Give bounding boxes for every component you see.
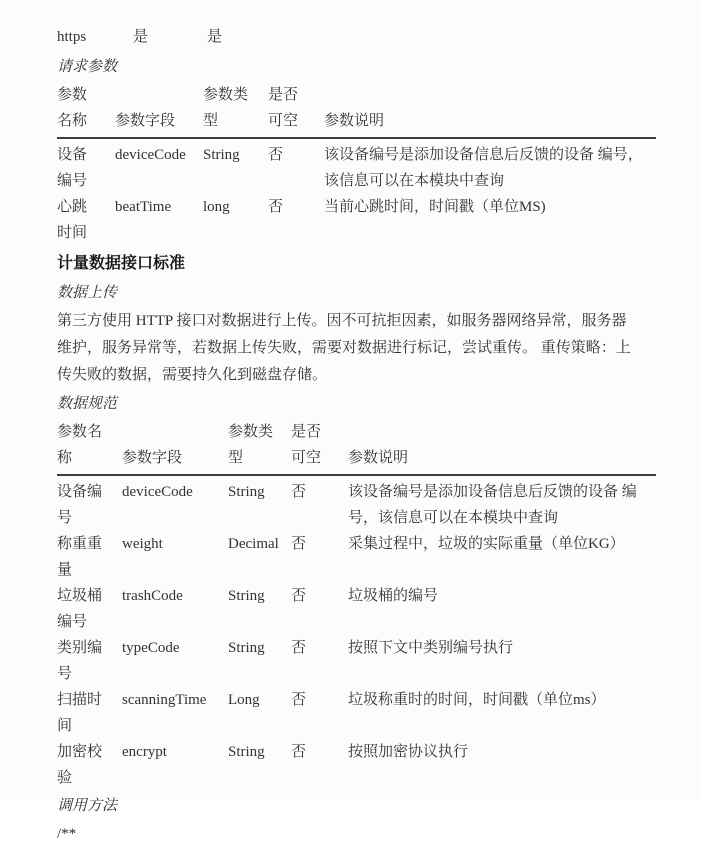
table-row bbox=[57, 479, 656, 531]
param-field-cell: beatTime bbox=[115, 199, 172, 215]
param-nullable-cell: 否 bbox=[291, 692, 307, 708]
header-nullable: 是否可空 bbox=[268, 87, 299, 129]
data-spec-subtitle: 数据规范 bbox=[57, 396, 118, 412]
request-params-subtitle: 请求参数 bbox=[57, 59, 118, 75]
header-param-name: 参数名称 bbox=[57, 87, 88, 129]
header-param-type: 参数类型 bbox=[228, 424, 274, 466]
param-name-cell: 类别编号 bbox=[57, 640, 103, 682]
table-row bbox=[57, 739, 656, 791]
header-param-name: 参数名称 bbox=[57, 424, 103, 466]
data-spec-table bbox=[57, 419, 656, 791]
param-desc-cell: 垃圾称重时的时间，时间戳（单位ms） bbox=[348, 692, 606, 708]
param-desc-cell: 该设备编号是添加设备信息后反馈的设备 编号，该信息可以在本模块中查询 bbox=[348, 484, 637, 526]
param-field-cell: typeCode bbox=[122, 640, 180, 656]
header-param-type: 参数类型 bbox=[203, 87, 249, 129]
header-param-field: 参数字段 bbox=[122, 450, 183, 466]
data-upload-subtitle: 数据上传 bbox=[57, 285, 118, 301]
table-row bbox=[57, 635, 656, 687]
param-desc-cell: 按照加密协议执行 bbox=[348, 744, 469, 760]
metering-standard-title: 计量数据接口标准 bbox=[57, 255, 186, 272]
param-type-cell: String bbox=[228, 588, 265, 604]
param-type-cell: long bbox=[203, 199, 230, 215]
param-name-cell: 垃圾桶编号 bbox=[57, 588, 103, 630]
param-type-cell: Decimal bbox=[228, 536, 279, 552]
table-row bbox=[57, 583, 656, 635]
param-name-cell: 设备编号 bbox=[57, 147, 88, 189]
param-desc-cell: 按照下文中类别编号执行 bbox=[348, 640, 514, 656]
param-field-cell: weight bbox=[122, 536, 163, 552]
param-nullable-cell: 否 bbox=[291, 744, 307, 760]
param-name-cell: 称重重量 bbox=[57, 536, 103, 578]
table-row bbox=[57, 531, 656, 583]
param-nullable-cell: 否 bbox=[268, 199, 284, 215]
protocol-row bbox=[57, 24, 662, 50]
param-desc-cell: 垃圾桶的编号 bbox=[348, 588, 439, 604]
param-type-cell: String bbox=[228, 484, 265, 500]
param-nullable-cell: 否 bbox=[291, 536, 307, 552]
request-params-table bbox=[57, 82, 656, 246]
param-desc-cell: 采集过程中，垃圾的实际重量（单位KG） bbox=[348, 536, 625, 552]
param-name-cell: 加密校验 bbox=[57, 744, 103, 786]
table-header-rule bbox=[57, 473, 656, 476]
protocol-flag-1: 是 bbox=[133, 29, 149, 45]
param-name-cell: 设备编号 bbox=[57, 484, 103, 526]
param-type-cell: String bbox=[228, 640, 265, 656]
param-field-cell: scanningTime bbox=[122, 692, 207, 708]
header-nullable: 是否可空 bbox=[291, 424, 322, 466]
table-header-row bbox=[57, 82, 656, 134]
param-type-cell: Long bbox=[228, 692, 260, 708]
param-desc-cell: 该设备编号是添加设备信息后反馈的设备 编号，该信息可以在本模块中查询 bbox=[324, 147, 643, 189]
table-row bbox=[57, 687, 656, 739]
param-type-cell: String bbox=[228, 744, 265, 760]
param-name-cell: 扫描时间 bbox=[57, 692, 103, 734]
header-param-desc: 参数说明 bbox=[324, 113, 385, 129]
code-comment-start: /** bbox=[57, 826, 77, 842]
param-nullable-cell: 否 bbox=[291, 588, 307, 604]
table-header-rule bbox=[57, 136, 656, 139]
param-field-cell: trashCode bbox=[122, 588, 183, 604]
protocol-value: https bbox=[57, 29, 87, 45]
param-nullable-cell: 否 bbox=[291, 640, 307, 656]
table-row bbox=[57, 194, 656, 246]
param-nullable-cell: 否 bbox=[291, 484, 307, 500]
param-desc-cell: 当前心跳时间，时间戳（单位MS) bbox=[324, 199, 546, 215]
protocol-flag-2: 是 bbox=[207, 29, 223, 45]
param-name-cell: 心跳时间 bbox=[57, 199, 88, 241]
param-field-cell: encrypt bbox=[122, 744, 167, 760]
param-field-cell: deviceCode bbox=[115, 147, 186, 163]
param-field-cell: deviceCode bbox=[122, 484, 193, 500]
invoke-method-subtitle: 调用方法 bbox=[57, 798, 118, 814]
param-nullable-cell: 否 bbox=[268, 147, 284, 163]
param-type-cell: String bbox=[203, 147, 240, 163]
header-param-desc: 参数说明 bbox=[348, 450, 409, 466]
upload-paragraph: 第三方使用 HTTP 接口对数据进行上传。因不可抗拒因素，如服务器网络异常，服务器维护，服务异常等，若数据上传失败，需要对数据进行标记，尝试重传。 重传策略：上传失败的数据，需要持久化到磁盘存储。 bbox=[57, 313, 631, 383]
table-row bbox=[57, 142, 656, 194]
table-header-row bbox=[57, 419, 656, 471]
header-param-field: 参数字段 bbox=[115, 113, 176, 129]
